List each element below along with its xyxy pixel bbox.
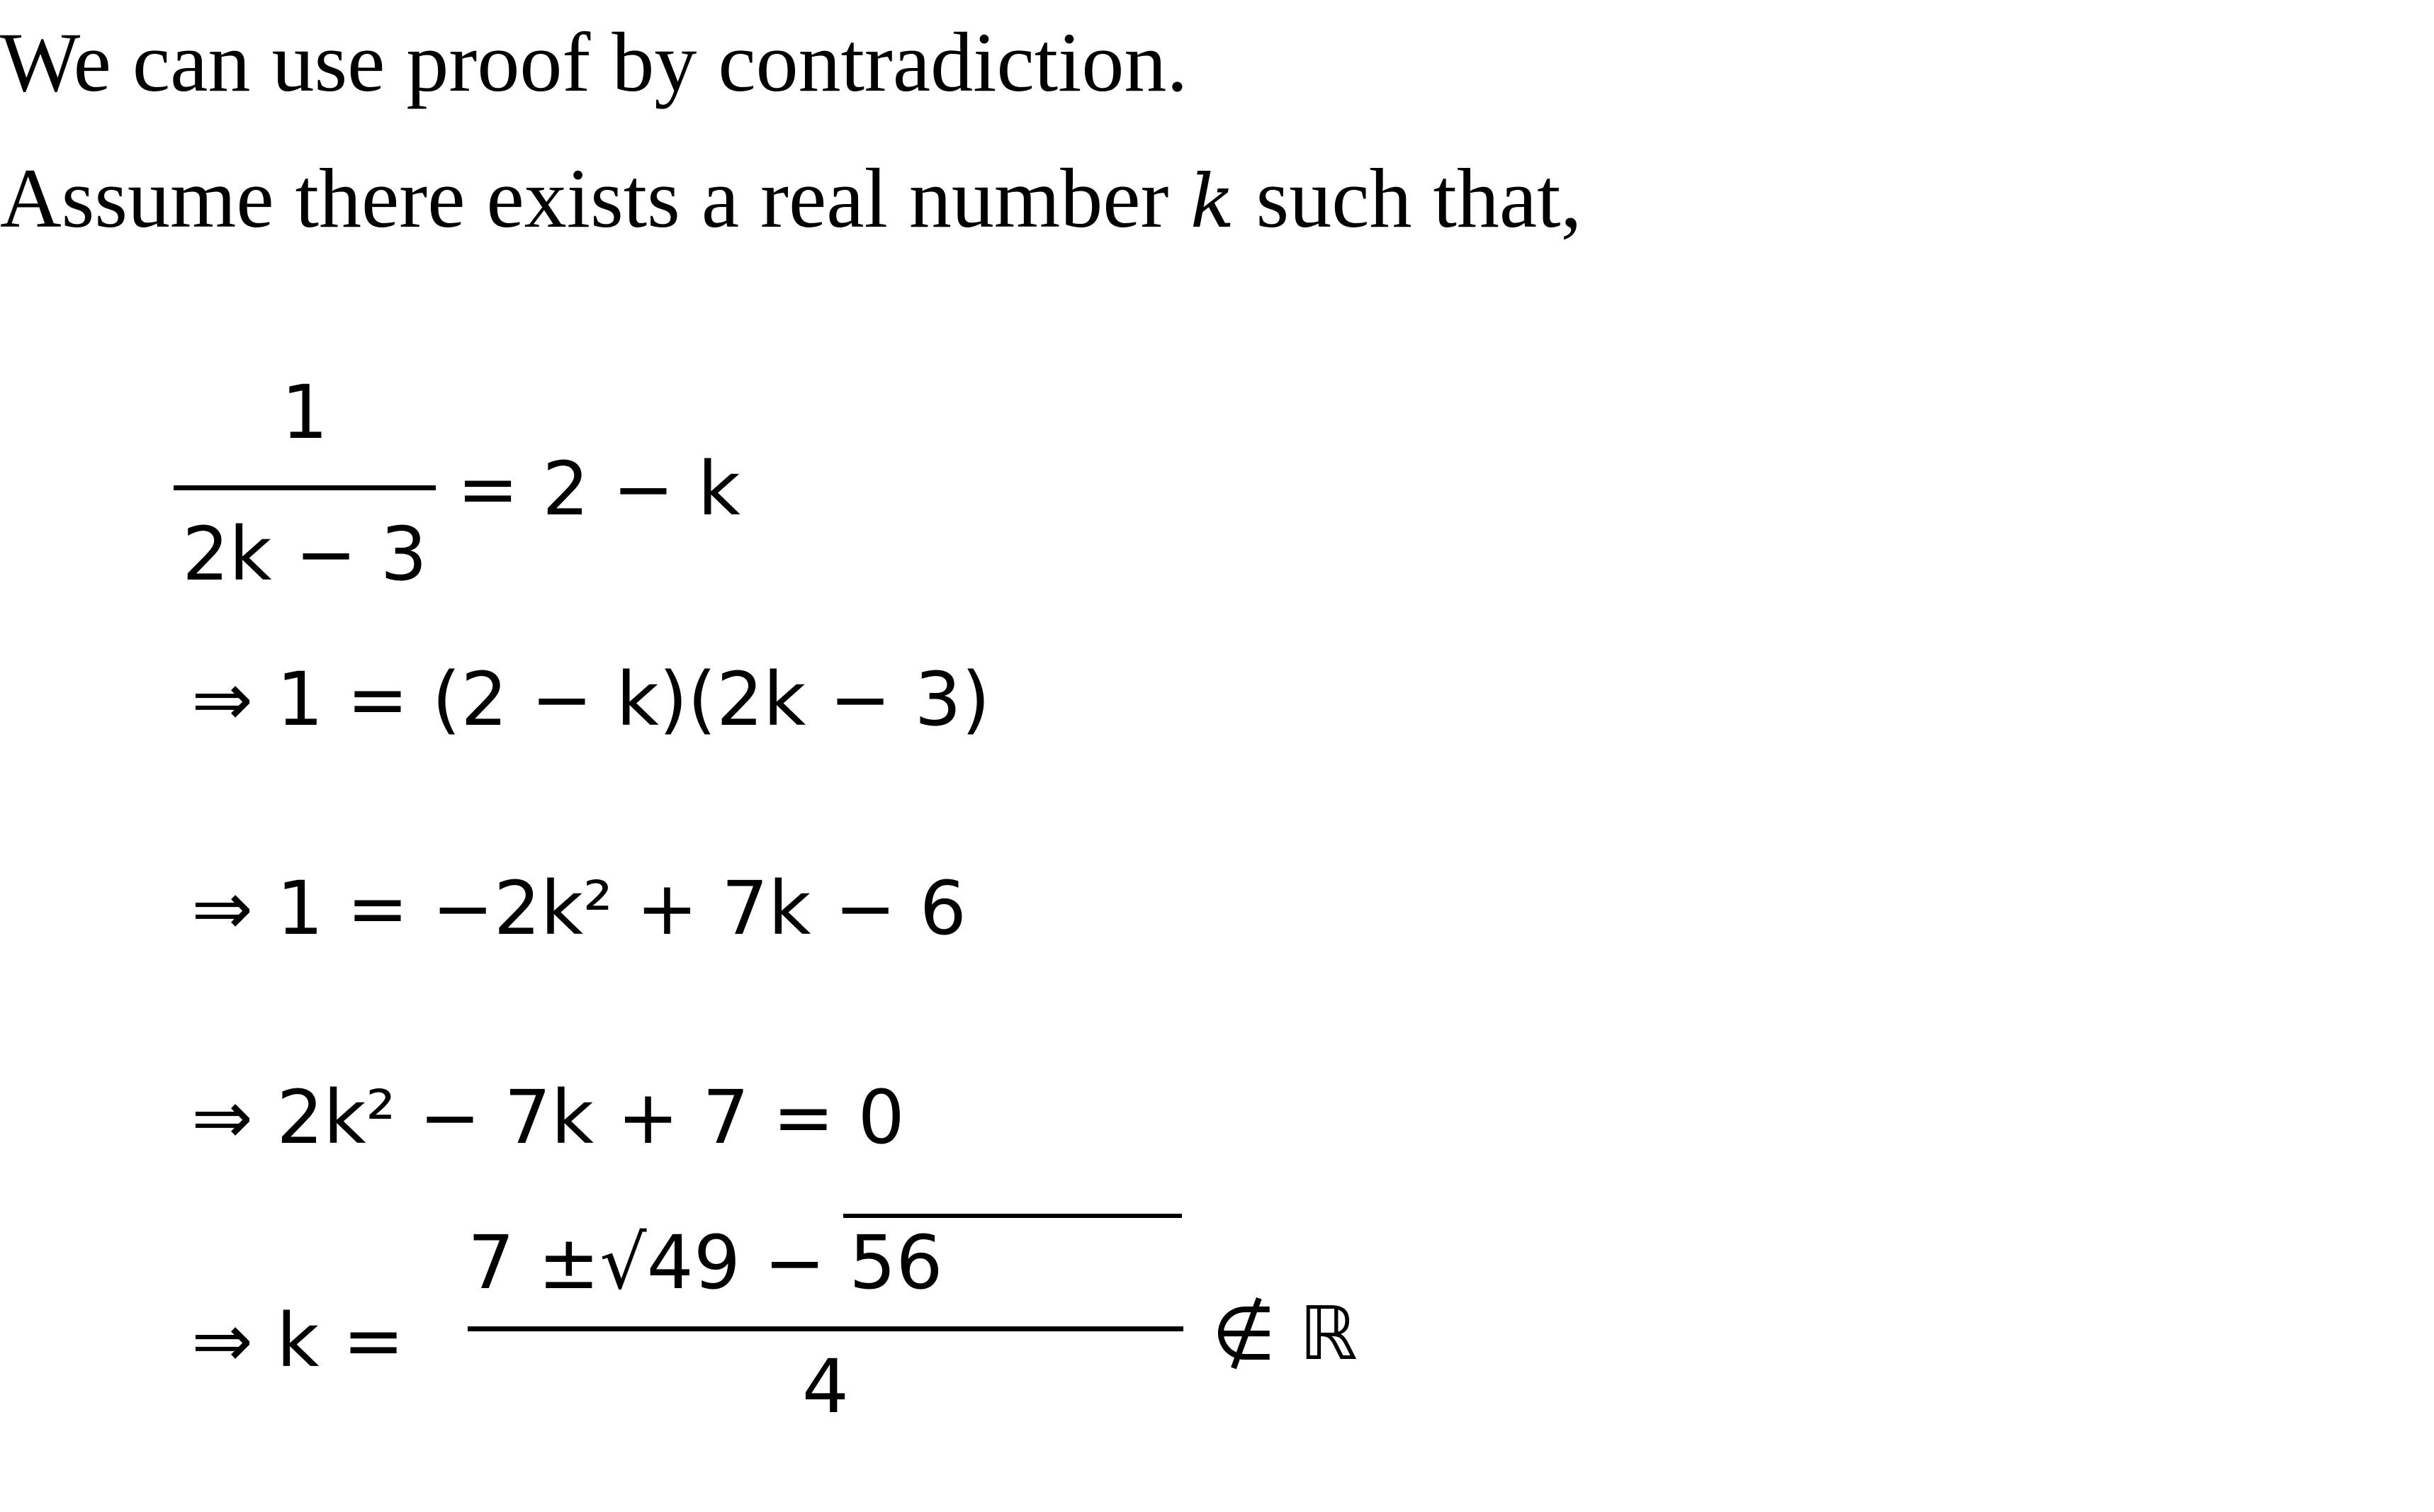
- equation-1-numerator: 1: [281, 369, 329, 456]
- equation-5-plus-minus: 7 ±: [468, 1219, 600, 1306]
- equation-1-denominator: 2k − 3: [182, 511, 427, 597]
- equation-5-rhs: ∉ ℝ: [1212, 1290, 1358, 1377]
- equation-1-rhs: = 2 − k: [457, 446, 740, 532]
- equation-4: ⇒ 2k² − 7k + 7 = 0: [191, 1074, 905, 1161]
- equation-5-radicand: 49 − 56: [646, 1219, 943, 1306]
- equation-5-numerator: [468, 1219, 943, 1306]
- equation-5-denominator: 4: [801, 1343, 850, 1430]
- sqrt-symbol: √: [599, 1219, 647, 1306]
- equation-5: [191, 1204, 1358, 1460]
- equation-3: ⇒ 1 = −2k² + 7k − 6: [191, 865, 967, 952]
- intro-line-2-end: such that,: [1234, 151, 1582, 245]
- equation-1: [174, 369, 811, 602]
- equation-1-fraction-bar: [174, 485, 436, 490]
- intro-line-1: We can use proof by contradiction.: [0, 15, 1188, 109]
- variable-k: k: [1190, 158, 1235, 244]
- intro-line-2: [0, 151, 1582, 245]
- sqrt-overbar: [843, 1214, 1182, 1218]
- intro-line-2-start: Assume there exists a real number: [0, 151, 1190, 245]
- equation-5-fraction-bar: [468, 1326, 1183, 1331]
- equation-2: ⇒ 1 = (2 − k)(2k − 3): [191, 656, 991, 743]
- equation-5-lhs: ⇒ k =: [191, 1297, 405, 1384]
